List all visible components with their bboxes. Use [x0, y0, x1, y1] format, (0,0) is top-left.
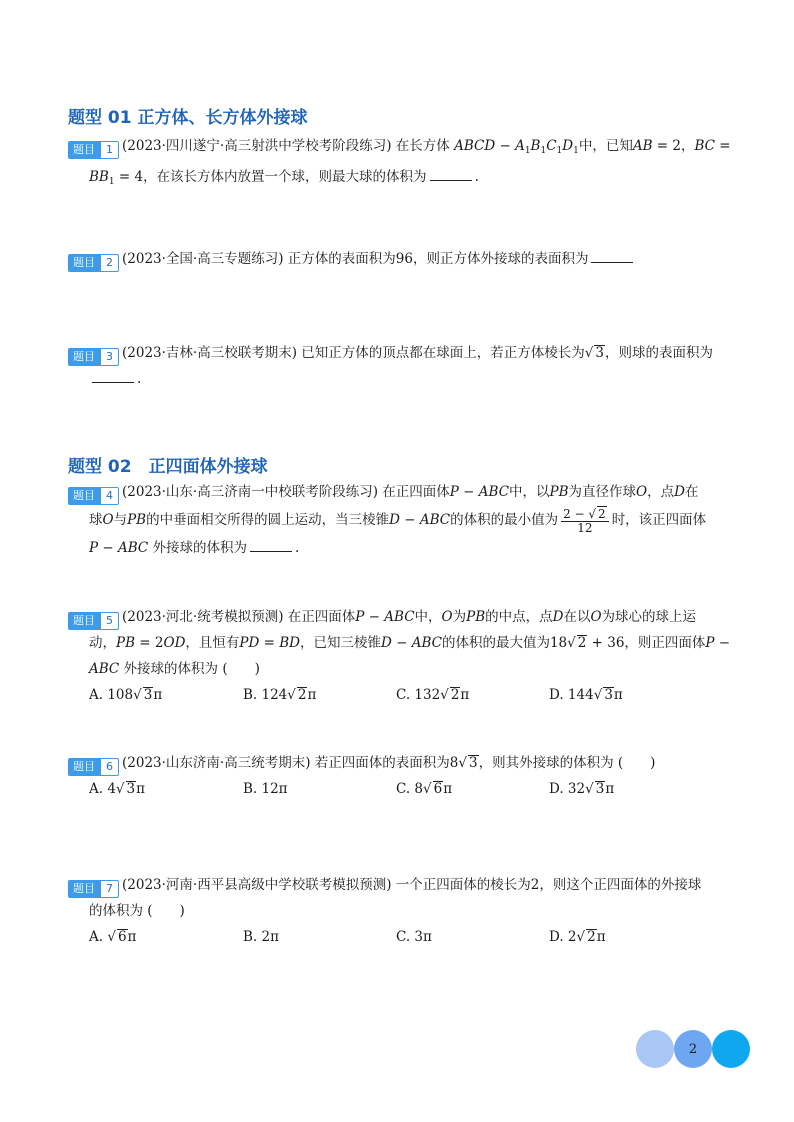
question-2: 题目 2 (2023·全国·高三专题练习) 正方体的表面积为96，则正方体外接球的表面积为	[68, 246, 718, 272]
option-a[interactable]: A. 4√ 3π	[89, 781, 145, 797]
question-badge: 题目 4	[68, 487, 119, 505]
option-d[interactable]: D. 2√ 2π	[549, 929, 606, 945]
page-number-badge	[636, 1030, 752, 1068]
answer-blank[interactable]	[430, 166, 472, 181]
page-number-circle	[674, 1030, 712, 1068]
option-b[interactable]: B. 124√ 2π	[243, 687, 317, 703]
fraction: $\frac{2 - √ 2}{12}$	[561, 506, 609, 535]
question-badge: 题目 7	[68, 880, 119, 898]
section-title-2: 题型 02 正四面体外接球	[68, 457, 268, 477]
option-b[interactable]: B. 2π	[243, 929, 279, 945]
question-6: 题目 6 (2023·山东济南·高三统考期末) 若正四面体的表面积为8√ 3，则其外接球的体积为 ( ) A. 4√ 3π B. 12π C. 8√ 6π D. 32√ 3π	[68, 750, 718, 802]
question-badge: 题目 6	[68, 758, 119, 776]
question-7: 题目 7 (2023·河南·西平县高级中学校联考模拟预测) 一个正四面体的棱长为2，则这个正四面体的外接球 的体积为 ( ) A. √ 6π B. 2π C. 3π D. 2√ 2π	[68, 872, 718, 950]
option-b[interactable]: B. 12π	[243, 781, 288, 797]
option-d[interactable]: D. 144√ 3π	[549, 687, 623, 703]
options-q5	[68, 682, 718, 708]
answer-blank[interactable]	[92, 368, 134, 383]
answer-blank[interactable]	[250, 537, 292, 552]
question-badge: 题目 1	[68, 141, 119, 159]
option-a[interactable]: A. 108√ 3π	[89, 687, 163, 703]
question-1: 题目 1 (2023·四川遂宁·高三射洪中学校考阶段练习) 在长方体 ABCD − $A_1B_1C_1D_1$中，已知AB = 2，BC = $BB_1 = 4$，在该长方体内放置一个球，则最大球的体积为 .	[68, 133, 718, 195]
question-badge: 题目 5	[68, 612, 119, 630]
decorative-circle	[712, 1030, 750, 1068]
options-q6	[68, 776, 718, 802]
option-c[interactable]: C. 132√ 2π	[396, 687, 470, 703]
question-3: 题目 3 (2023·吉林·高三校联考期末) 已知正方体的顶点都在球面上，若正方体棱长为√ 3，则球的表面积为 .	[68, 340, 718, 392]
option-a[interactable]: A. √ 6π	[89, 929, 137, 945]
question-badge: 题目 2	[68, 254, 119, 272]
section-title-1: 题型 01 正方体、长方体外接球	[68, 108, 308, 128]
option-d[interactable]: D. 32√ 3π	[549, 781, 615, 797]
decorative-circle	[636, 1030, 674, 1068]
option-c[interactable]: C. 3π	[396, 929, 432, 945]
option-c[interactable]: C. 8√ 6π	[396, 781, 453, 797]
question-4: 题目 4 (2023·山东·高三济南一中校联考阶段练习) 在正四面体P − ABC中，以PB为直径作球O，点D在 球O与PB的中垂面相交所得的圆上运动，当三棱锥D − ABC的体积的最小值为 $\frac{2 - √ 2}{12}$ 时，该正四面体 P − ABC 外接球的体积为 .	[68, 479, 718, 561]
question-5: 题目 5 (2023·河北·统考模拟预测) 在正四面体P − ABC中，O为PB的中点，点D在以O为球心的球上运 动，PB = 2OD，且恒有PD = BD，已知三棱锥D − ABC的体积的最大值为18√ 2 + 36，则正四面体P − ABC 外接球的体积为 ( ) A. 108√ 3π B. 124√ 2π C. 132√ 2π D. 144√ 3π	[68, 604, 718, 708]
answer-blank[interactable]	[591, 248, 633, 263]
question-badge: 题目 3	[68, 348, 119, 366]
page-number: 2	[688, 1041, 698, 1057]
options-q7	[68, 924, 718, 950]
